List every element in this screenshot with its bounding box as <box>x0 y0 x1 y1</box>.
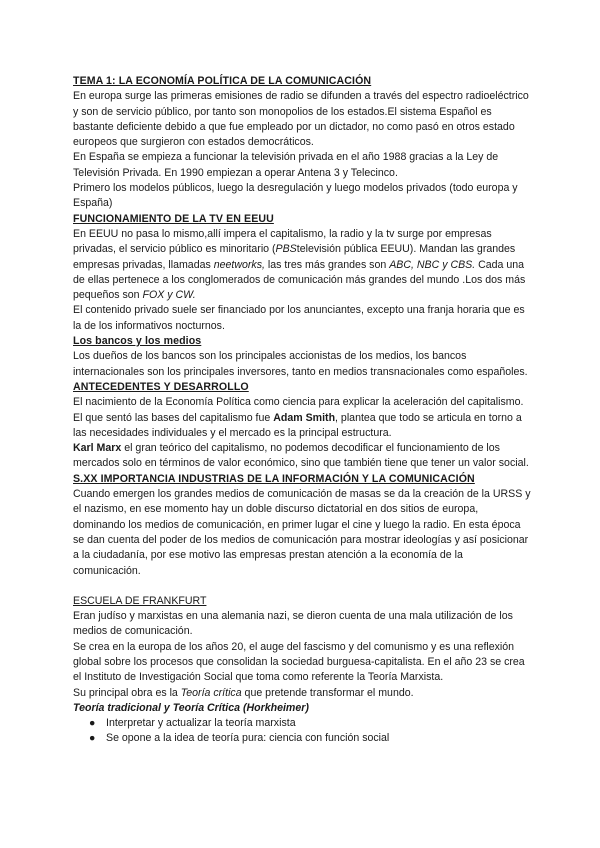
frankfurt-paragraph-1: Eran judíso y marxistas en una alemania nazi, se dieron cuenta de una mala utilización de los medios de comunicación. <box>73 610 513 638</box>
frankfurt-subheading: Teoría tradicional y Teoría Crítica (Horkheimer) <box>73 701 309 714</box>
antecedentes-paragraph-2: Karl Marx el gran teórico del capitalismo, no podemos decodificar el funcionamiento de los mercados solo en términos de valor económico, sino que también tiene que tener un valor social. <box>73 442 529 470</box>
sxx-paragraph: Cuando emergen los grandes medios de comunicación de masas se da la creación de la URSS y el nazismo, en ese momento hay un doble discurso dictatorial en dos sitios de europa, dominando los medios de comunicación, en primer lugar el cine y luego la radio. En esta época se dan cuenta del poder de los medios de comunicación para mostrar ideologías y así posicionar a la ciudadanía, por ese motivo las empresas prestan atención a la economía de la comunicación. <box>73 488 531 577</box>
bullet-icon: ● <box>89 732 96 745</box>
tv-eeuu-paragraph-1: En EEUU no pasa lo mismo,allí impera el capitalismo, la radio y la tv surge por empresas privadas, el servicio público es minoritario (PBStelevisión pública EEUU). Mandan las grandes empresas privadas, llamadas neetworks, las tres más grandes son ABC, NBC y CBS. Cada una de ellas pertenece a los conglomerados de comunicación más grandes del mundo .Los dos más pequeños son FOX y CW. <box>73 227 526 302</box>
intro-paragraph-2: En España se empieza a funcionar la televisión privada en el año 1988 gracias a la Ley de Televisión Privada. En 1990 empiezan a operar Antena 3 y Telecinco. <box>73 151 499 179</box>
list-item: ● Se opone a la idea de teoría pura: ciencia con función social <box>73 731 533 746</box>
page-title: TEMA 1: LA ECONOMÍA POLÍTICA DE LA COMUNICACIÓN <box>73 75 372 87</box>
section-heading-bancos: Los bancos y los medios <box>73 335 202 348</box>
bancos-paragraph: Los dueños de los bancos son los principales accionistas de los medios, los bancos internacionales son los principales inversores, tanto en medios transnacionales como españoles. <box>73 350 528 378</box>
tv-eeuu-paragraph-2: El contenido privado suele ser financiado por los anunciantes, excepto una franja horaria que es la de los informativos nocturnos. <box>73 304 525 332</box>
frankfurt-paragraph-3: Su principal obra es la Teoría crítica que pretende transformar el mundo. <box>73 686 414 699</box>
frankfurt-bullet-list <box>73 716 533 747</box>
antecedentes-paragraph-1: El nacimiento de la Economía Política como ciencia para explicar la aceleración del capitalismo. El que sentó las bases del capitalismo fue Adam Smith, plantea que todo se articula en torno a las necesidades individuales y el mercado es la principal estructura. <box>73 396 524 439</box>
section-heading-tv-eeuu: FUNCIONAMIENTO DE LA TV EN EEUU <box>73 212 274 225</box>
list-item: ● Interpretar y actualizar la teoría marxista <box>73 716 533 731</box>
section-heading-frankfurt: ESCUELA DE FRANKFURT <box>73 594 207 607</box>
document-body <box>73 74 533 747</box>
section-heading-sxx: S.XX IMPORTANCIA INDUSTRIAS DE LA INFORMACIÓN Y LA COMUNICACIÓN <box>73 472 475 485</box>
intro-paragraph-3: Primero los modelos públicos, luego la desregulación y luego modelos privados (todo europa y España) <box>73 182 518 210</box>
bullet-icon: ● <box>89 717 96 730</box>
section-heading-antecedentes: ANTECEDENTES Y DESARROLLO <box>73 380 249 393</box>
frankfurt-paragraph-2: Se crea en la europa de los años 20, el auge del fascismo y del comunismo y es una reflexión global sobre los procesos que consolidan la sociedad burguesa-capitalista. En el año 23 se crea el Instituto de Investigación Social que toma como referente la Teoría Marxista. <box>73 640 525 684</box>
paragraph-spacer <box>73 579 533 594</box>
intro-paragraph-1: En europa surge las primeras emisiones de radio se difunden a través del espectro radioeléctrico y son de servicio público, por tanto son monopolios de los estados.El sistema Español es bastante deficiente debido a que fue empleado por un dictador, no como pasó en otros estado europeos que surgieron con estados democráticos. <box>73 90 529 149</box>
